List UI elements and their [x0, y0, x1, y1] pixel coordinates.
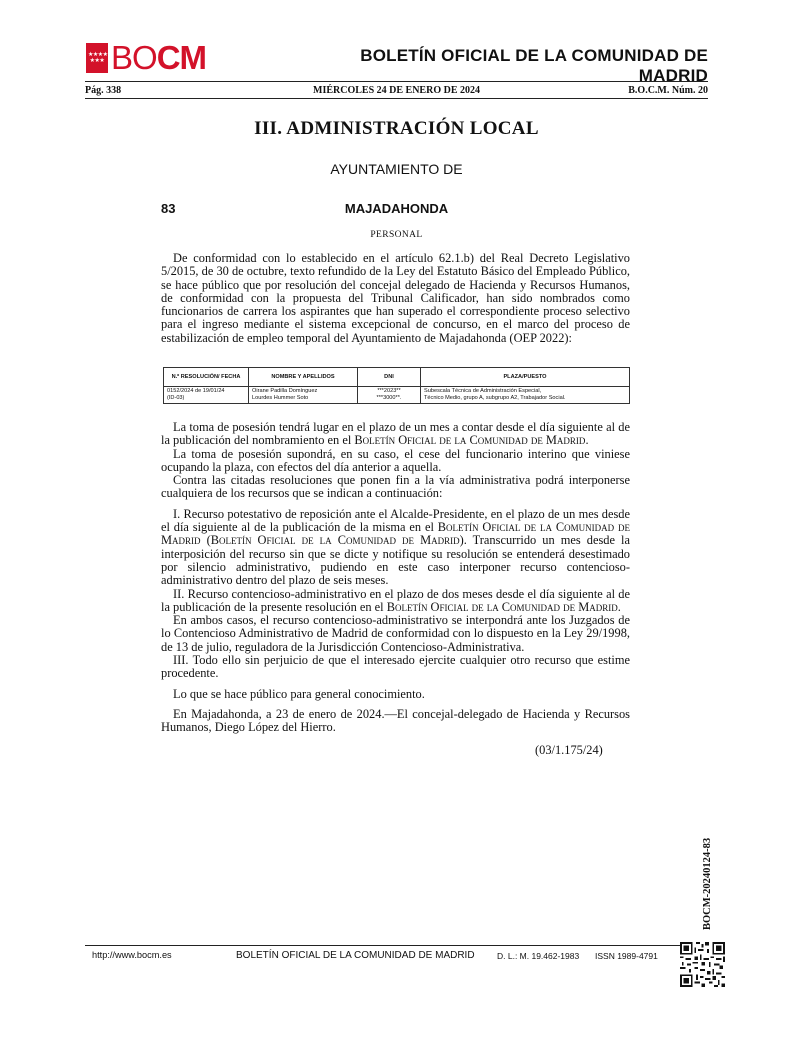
table-header-row — [164, 368, 630, 387]
paragraph-toma-posesion — [161, 421, 630, 448]
col-header-nombre: NOMBRE Y APELLIDOS — [249, 368, 358, 387]
col-header-dni: DNI — [358, 368, 421, 387]
section-title: III. ADMINISTRACIÓN LOCAL — [254, 118, 539, 139]
cell-plaza-line2: Técnico Medio, grupo A, subgrupo A2, Trabajador Social. — [424, 395, 566, 401]
logo-wordmark — [111, 40, 206, 76]
cell-dni-line1: ***2023** — [377, 388, 401, 394]
col-header-resolucion: N.º RESOLUCIÓN/ FECHA — [164, 368, 249, 387]
cell-resolucion-line2: (ID-03) — [167, 395, 185, 401]
cell-resolucion — [164, 387, 249, 404]
qr-code-icon — [680, 942, 725, 987]
p4-text: I. Recurso potestativo de reposición ante el Alcalde-Presidente, en el plazo de un mes desde el día siguiente al de la publicación de la misma en el — [161, 506, 630, 535]
bocm-name: Boletín Oficial de la Comunidad de Madrid — [161, 520, 630, 548]
cell-nombre — [249, 387, 358, 404]
header-title: BOLETÍN OFICIAL DE LA COMUNIDAD DE MADRID — [360, 46, 708, 85]
header-rule-top — [85, 81, 708, 82]
issue-date: MIÉRCOLES 24 DE ENERO DE 2024 — [313, 85, 480, 96]
logo-stars: ★★★★ ★★★ — [88, 51, 108, 64]
paragraph-recurso-contencioso — [161, 588, 630, 615]
bocm-name: Boletín Oficial de la Comunidad de Madrid — [354, 433, 586, 448]
footer-url[interactable]: http://www.bocm.es — [92, 950, 172, 960]
cell-plaza-line1: Subescala Técnica de Administración Especial, — [424, 388, 542, 394]
ayuntamiento-label: AYUNTAMIENTO DE — [330, 161, 463, 177]
cell-nombre-line2: Lourdes Hummer Soto — [252, 395, 309, 401]
paragraph-conocimiento: Lo que se hace público para general conocimiento. — [173, 686, 425, 701]
bocm-name: Boletín Oficial de la Comunidad de Madrid — [210, 533, 460, 548]
p4-open: ( — [200, 533, 211, 548]
cell-resolucion-line1: 0152/2024 de 19/01/24 — [167, 388, 225, 394]
cell-dni-line2: ***3000**. — [376, 395, 402, 401]
p5-end: . — [617, 599, 621, 614]
paragraph-cese: La toma de posesión supondrá, en su caso, el cese del funcionario interino que viniese ocupando la plaza, con efectos del día anterior a aquella. — [161, 446, 630, 474]
cell-dni — [358, 387, 421, 404]
paragraph-otro-recurso: III. Todo ello sin perjuicio de que el interesado ejercite cualquier otro recurso que estime procedente. — [161, 653, 630, 681]
paragraph-firma: En Majadahonda, a 23 de enero de 2024.—El concejal-delegado de Hacienda y Recursos Humanos, Diego López del Hierro. — [161, 706, 630, 735]
p4-rest: ). Transcurrido un mes desde la interposición del recurso sin que se dicte y notifique su resolución se entenderá desestimado por silencio administrativo, pudiendo en este caso interponer recurso contencioso-administrativo dentro del plazo de seis meses. — [161, 533, 630, 588]
footer-dl: D. L.: M. 19.462-1983 — [497, 951, 580, 961]
body-text — [161, 421, 630, 735]
side-code: BOCM-20240124-83 — [702, 837, 713, 930]
col-header-plaza: PLAZA/PUESTO — [421, 368, 630, 387]
page-number: Pág. 338 — [85, 85, 122, 96]
bocm-logo — [86, 40, 206, 76]
appointments-table — [163, 367, 630, 404]
footer-rule — [85, 945, 708, 946]
p1-text: La toma de posesión tendrá lugar en el plazo de un mes a contar desde el día siguiente al de la publicación del nombramiento en el — [161, 420, 630, 448]
intro-paragraph: De conformidad con lo establecido en el artículo 62.1.b) del Real Decreto Legislativo 5/2015, de 30 de octubre, texto refundido de la Ley del Estatuto Básico del Empleado Público, se hace público que por resolución del concejal delegado de Hacienda y Recursos Humanos, de conformidad con la propuesta del Tribunal Calificador, han sido nombrados como funcionarios de carrera los aspirantes que han superado el correspondiente proceso selectivo para el ingreso mediante el sistema excepcional de concurso, en el marco del proceso de estabilización de empleo temporal del Ayuntamiento de Majadahonda (OEP 2022): — [161, 251, 630, 345]
subject-heading: PERSONAL — [370, 230, 423, 240]
intro-block — [161, 252, 630, 345]
p5-text: II. Recurso contencioso-administrativo en el plazo de dos meses desde el día siguiente al de la publicación de la presente resolución en el — [161, 586, 630, 614]
p1-end: . — [585, 433, 589, 448]
paragraph-juzgados: En ambos casos, el recurso contencioso-administrativo se interpondrá ante los Juzgados de lo Contencioso Administrativo de Madrid de conformidad con lo dispuesto en la Ley 29/1998, de 13 de julio, reguladora de la Jurisdicción Contencioso-Administrativa. — [161, 613, 630, 654]
paragraph-recurso-reposicion — [161, 508, 630, 588]
bocm-name: Boletín Oficial de la Comunidad de Madrid — [386, 599, 618, 614]
header-rule-bottom — [85, 98, 708, 99]
table-row — [164, 387, 630, 404]
footer-title: BOLETÍN OFICIAL DE LA COMUNIDAD DE MADRID — [236, 950, 475, 961]
logo-text-cm: CM — [156, 39, 207, 76]
reference-code: (03/1.175/24) — [535, 743, 603, 757]
announcement-number: 83 — [161, 201, 176, 216]
madrid-flag-icon — [86, 43, 108, 73]
logo-text-bo: BO — [111, 39, 157, 76]
town-name: MAJADAHONDA — [344, 201, 449, 216]
cell-nombre-line1: Oirane Padilla Domínguez — [252, 388, 318, 394]
footer-issn: ISSN 1989-4791 — [595, 951, 658, 961]
paragraph-recursos: Contra las citadas resoluciones que ponen fin a la vía administrativa podrá interponerse cualquiera de los recursos que se indican a continuación: — [161, 473, 630, 501]
cell-plaza — [421, 387, 630, 404]
issue-number: B.O.C.M. Núm. 20 — [628, 85, 708, 96]
